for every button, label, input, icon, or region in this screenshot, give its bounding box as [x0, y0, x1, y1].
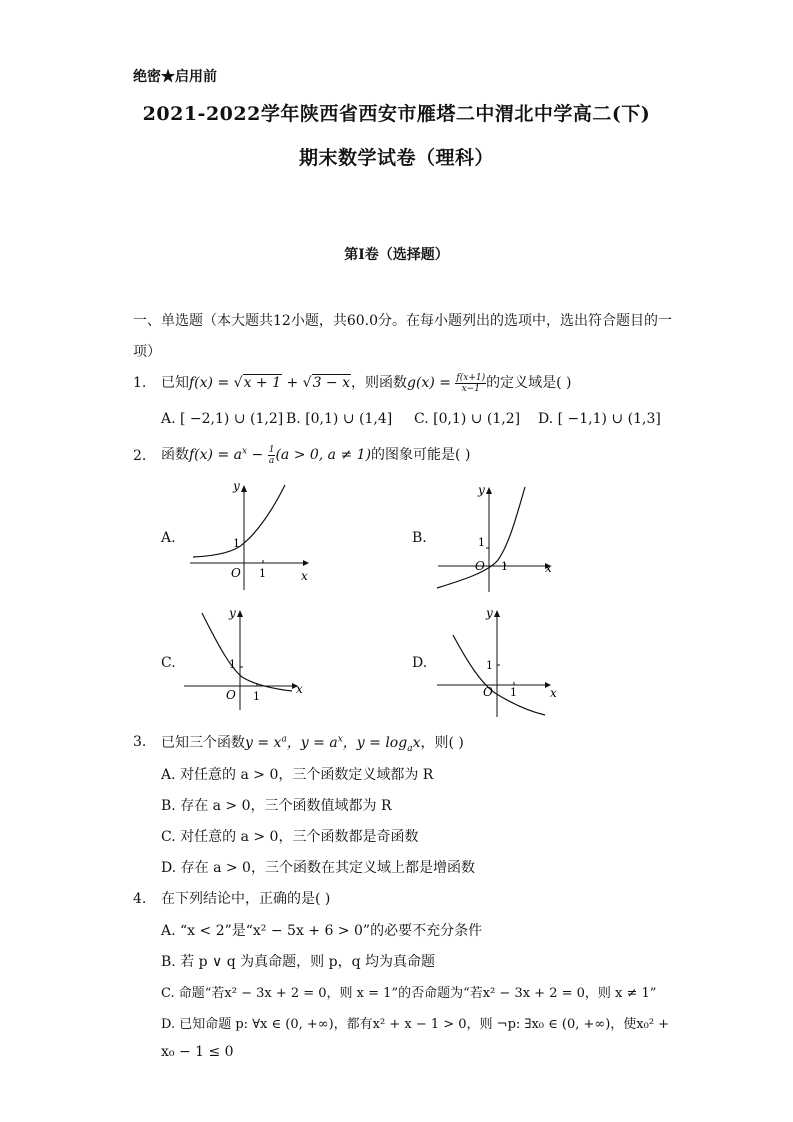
function-2: ，y = a: [286, 735, 338, 751]
question-1-text-mid: ，则函数: [351, 375, 407, 391]
question-1-fraction: [455, 373, 486, 394]
x-label: x: [545, 561, 552, 575]
x-one-label: 1: [259, 567, 266, 580]
question-1-plus: +: [282, 375, 303, 391]
graph-c: [180, 605, 310, 710]
x-label: x: [301, 569, 308, 583]
y-label: y: [233, 480, 240, 493]
y-label: y: [486, 606, 493, 620]
question-4-number: 4.: [133, 891, 147, 907]
question-2-minus: −: [247, 447, 268, 463]
origin-label: O: [226, 688, 236, 702]
graph-d: [433, 605, 563, 717]
function-1: y = x: [245, 735, 282, 751]
question-4-option-b: B. 若 p ∨ q 为真命题，则 p，q 均为真命题: [161, 954, 435, 970]
question-1-text-pre: 已知: [161, 375, 189, 391]
question-4-option-d: D. 已知命题 p: ∀x ∈ (0, +∞)，都有x² + x − 1 > 0，则 ¬p: ∃x₀ ∈ (0, +∞)，使x₀² +: [161, 1017, 670, 1032]
question-1-option-c: C. [0,1) ∪ (1,2]: [414, 411, 521, 427]
question-4-option-d-continued: x₀ − 1 ≤ 0: [161, 1044, 234, 1060]
question-1-text-post: 的定义域是( ): [486, 375, 572, 391]
graph-b-label: B.: [412, 530, 427, 546]
question-3-option-a: A. 对任意的 a > 0，三个函数定义域都为 R: [161, 767, 434, 783]
x-label: x: [296, 682, 303, 696]
question-1-gx: g(x) =: [407, 375, 456, 391]
x-one-label: 1: [510, 686, 517, 699]
question-3-option-c: C. 对任意的 a > 0，三个函数都是奇函数: [161, 829, 419, 845]
question-2-condition: (a > 0, a ≠ 1): [275, 447, 372, 463]
graph-a-label: A.: [161, 530, 176, 546]
exam-title-line1: 2021-2022学年陕西省西安市雁塔二中渭北中学高二(下): [142, 103, 651, 125]
y-one-label: 1: [486, 659, 493, 672]
y-axis-arrow: [237, 610, 243, 617]
y-one-label: 1: [233, 537, 240, 550]
graph-c-label: C.: [161, 655, 176, 671]
fraction-numerator: 1: [268, 444, 275, 455]
question-3-text-post: ，则( ): [420, 735, 464, 751]
y-label: y: [478, 483, 485, 497]
x-one-label: 1: [501, 560, 508, 573]
y-axis-arrow: [494, 610, 500, 617]
question-2-stem: [161, 444, 470, 466]
fraction-numerator: f(x+1): [456, 372, 486, 383]
graph-a: [185, 480, 315, 590]
question-2-text-post: 的图象可能是( ): [371, 447, 471, 463]
question-2-number: 2.: [133, 448, 147, 464]
y-label: y: [229, 606, 236, 620]
question-3-option-b: B. 存在 a > 0，三个函数值域都为 R: [161, 798, 392, 814]
question-1-option-b: B. [0,1) ∪ (1,4]: [286, 411, 393, 427]
question-4-stem: 在下列结论中，正确的是( ): [161, 891, 331, 907]
question-3-stem: [161, 732, 464, 754]
function-3: ，y = log: [342, 735, 408, 751]
question-3-number: 3.: [133, 734, 147, 750]
question-2-text-pre: 函数: [161, 447, 189, 463]
x-label: x: [550, 686, 557, 700]
function-1-exponent: a: [281, 734, 287, 745]
question-1-stem: [161, 372, 572, 394]
fraction-denominator: a: [268, 455, 275, 466]
question-1-number: 1.: [133, 375, 147, 391]
origin-label: O: [231, 566, 241, 580]
origin-label: O: [483, 685, 493, 699]
question-3-text-pre: 已知三个函数: [161, 735, 245, 751]
sqrt-1-radicand: x + 1: [243, 375, 281, 391]
fraction-denominator: x−1: [461, 383, 480, 394]
confidential-mark: 绝密★启用前: [133, 69, 217, 85]
section-instruction: 一、单选题（本大题共12小题，共60.0分。在每小题列出的选项中，选出符合题目的一项）: [133, 313, 672, 360]
question-1-option-a: A. [ −2,1) ∪ (1,2]: [161, 411, 284, 427]
function-3-arg: x: [412, 735, 421, 751]
sqrt-1: √x + 1: [233, 375, 281, 391]
origin-label: O: [475, 559, 485, 573]
y-one-label: 1: [229, 658, 236, 671]
question-1-option-d: D. [ −1,1) ∪ (1,3]: [538, 411, 661, 427]
question-2-exponent: x: [241, 446, 248, 457]
question-3-option-d: D. 存在 a > 0，三个函数在其定义域上都是增函数: [161, 860, 475, 876]
curve: [202, 613, 292, 691]
sqrt-2: √3 − x: [302, 375, 350, 391]
graph-d-label: D.: [412, 655, 428, 671]
function-2-exponent: x: [337, 734, 343, 745]
question-2-expr: f(x) = a: [189, 447, 242, 463]
exam-title-line2: 期末数学试卷（理科）: [298, 147, 494, 169]
x-axis-arrow: [303, 560, 309, 566]
volume-heading: 第Ⅰ卷（选择题）: [344, 247, 449, 263]
curve: [453, 635, 545, 715]
question-1-fx: f(x) =: [189, 375, 234, 391]
y-axis-arrow: [241, 485, 247, 492]
function-3-base: a: [407, 743, 413, 754]
y-one-label: 1: [478, 536, 485, 549]
question-4-option-a: A. “x < 2”是“x² − 5x + 6 > 0”的必要不充分条件: [161, 923, 483, 939]
question-4-option-c: C. 命题“若x² − 3x + 2 = 0，则 x = 1”的否命题为“若x² − 3x + 2 = 0，则 x ≠ 1”: [161, 986, 657, 1001]
sqrt-2-radicand: 3 − x: [312, 375, 350, 391]
y-axis-arrow: [486, 487, 492, 494]
graph-b: [433, 482, 563, 592]
x-one-label: 1: [253, 690, 260, 703]
